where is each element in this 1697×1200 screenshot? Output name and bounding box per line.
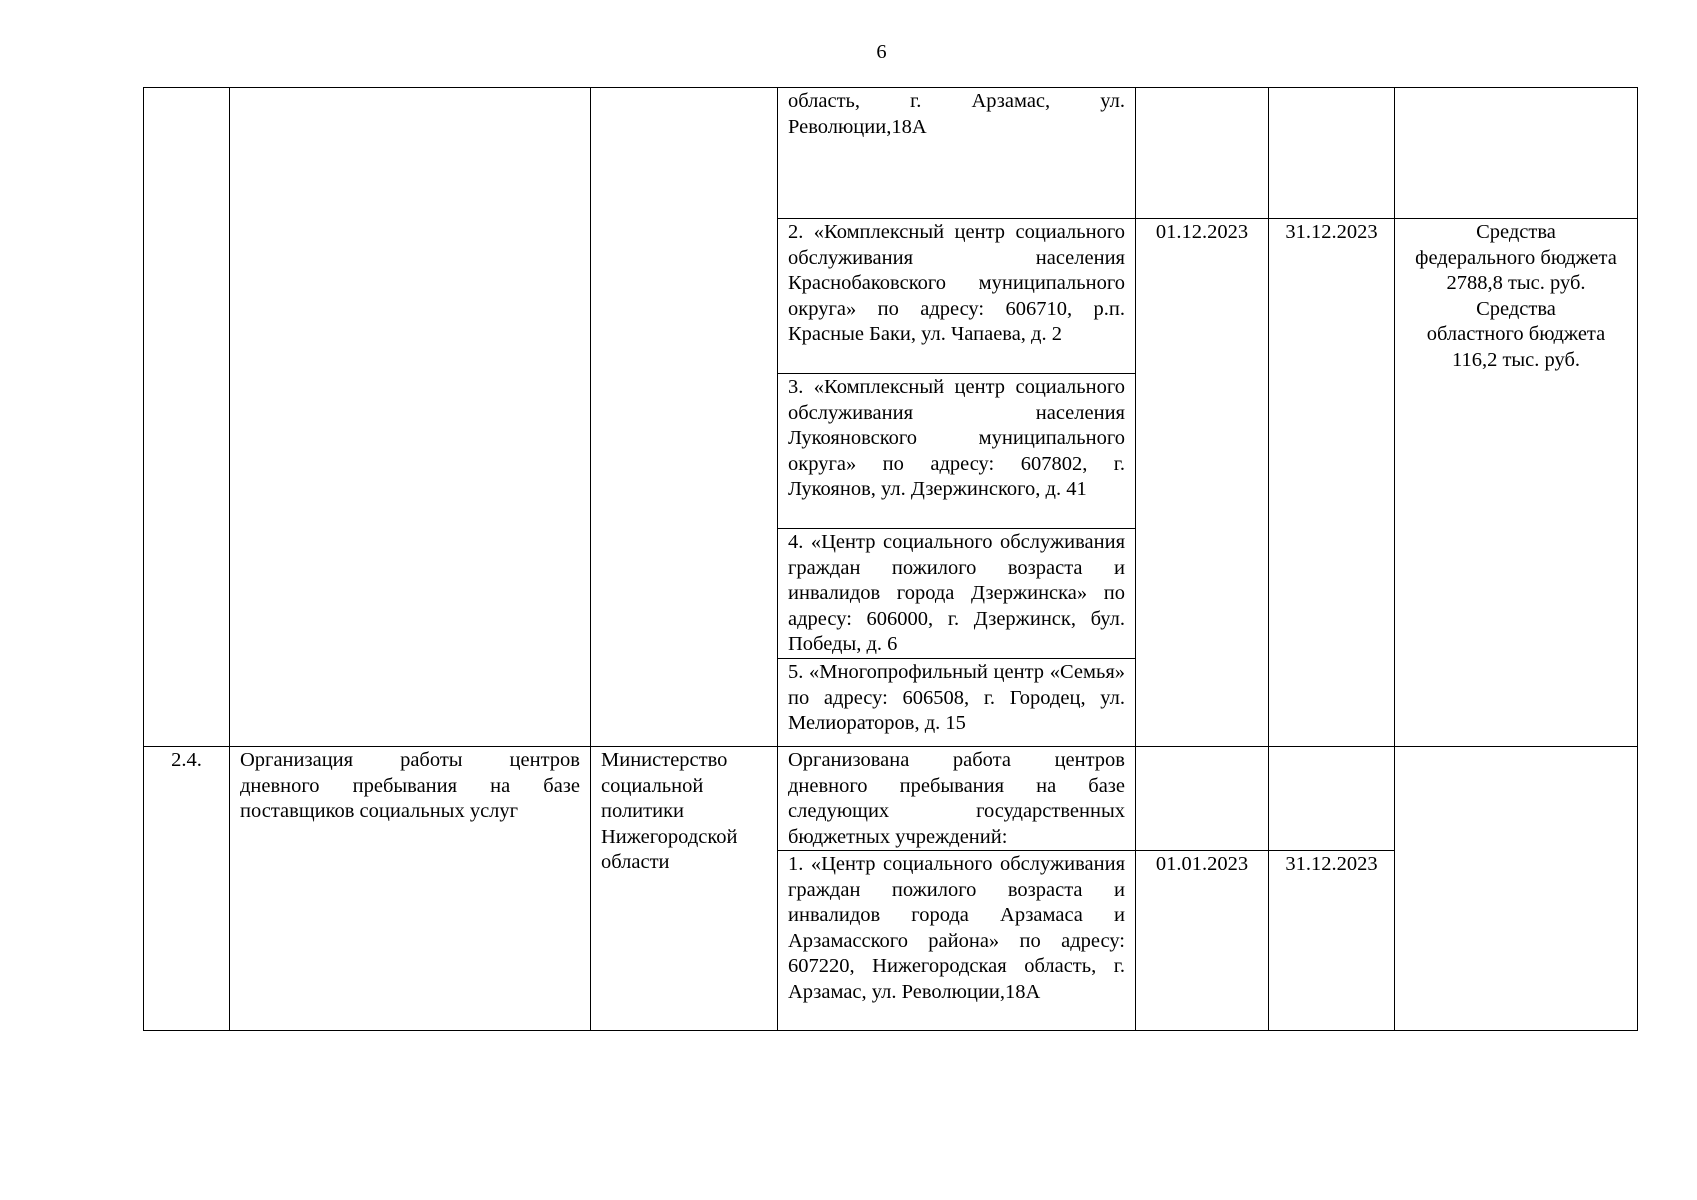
institution-1: 1. «Центр социального обслуживания граждан пожилого возраста и инвалидов города Арзамаса и Арзамасского района» по адресу: 607220, Нижегородская область, г. Арзамас, ул. Революции,18А xyxy=(778,851,1136,1031)
responsible-line: Министерство xyxy=(601,749,728,771)
funding-line: 116,2 тыс. руб. xyxy=(1451,348,1581,371)
responsible-line: политики xyxy=(601,800,685,822)
activity-cell xyxy=(230,88,591,747)
end-date: 31.12.2023 xyxy=(1269,219,1395,747)
funding-line: федерального бюджета xyxy=(1415,246,1617,269)
institution-2: 2. «Комплексный центр социального обслуживания населения Краснобаковского муниципального округа» по адресу: 606710, р.п. Красные Баки, ул. Чапаева, д. 2 xyxy=(778,219,1136,374)
item-activity: Организация работы центров дневного пребывания на базе поставщиков социальных услуг xyxy=(230,747,591,1031)
institution-4: 4. «Центр социального обслуживания граждан пожилого возраста и инвалидов города Дзержинска» по адресу: 606000, г. Дзержинск, бул. Победы, д. 6 xyxy=(778,529,1136,659)
funding-line: Средства xyxy=(1476,221,1556,243)
number-cell xyxy=(144,88,230,747)
funding-cell xyxy=(1395,88,1638,219)
page-number: 6 xyxy=(876,41,887,63)
item-responsible xyxy=(591,747,778,1031)
start-date-cell xyxy=(1136,88,1269,219)
funding-line: 2788,8 тыс. руб. xyxy=(1446,272,1586,294)
responsible-line: социальной xyxy=(601,774,704,797)
result-intro: Организована работа центров дневного пребывания на базе следующих государственных бюджетных учреждений: xyxy=(778,747,1136,851)
item-number: 2.4. xyxy=(144,747,230,1031)
table-row xyxy=(144,88,1638,219)
start-date: 01.12.2023 xyxy=(1136,219,1269,747)
activities-table xyxy=(143,87,1638,1031)
address-continuation: область, г. Арзамас, ул. Революции,18А xyxy=(778,88,1136,219)
responsible-line: Нижегородской xyxy=(601,825,738,848)
start-date: 01.01.2023 xyxy=(1136,851,1269,1031)
start-date-cell xyxy=(1136,747,1269,851)
responsible-cell xyxy=(591,88,778,747)
responsible-line: области xyxy=(601,851,670,873)
funding-line: областного бюджета xyxy=(1426,323,1606,345)
institution-5: 5. «Многопрофильный центр «Семья» по адресу: 606508, г. Городец, ул. Мелиораторов, д. 15 xyxy=(778,659,1136,747)
funding-line: Средства xyxy=(1476,297,1556,320)
funding-cell xyxy=(1395,747,1638,1031)
institution-3: 3. «Комплексный центр социального обслуживания населения Лукояновского муниципального округа» по адресу: 607802, г. Лукоянов, ул. Дзержинского, д. 41 xyxy=(778,374,1136,529)
end-date-cell xyxy=(1269,88,1395,219)
end-date-cell xyxy=(1269,747,1395,851)
table-row xyxy=(144,747,1638,851)
funding-sources xyxy=(1395,219,1638,747)
end-date: 31.12.2023 xyxy=(1269,851,1395,1031)
